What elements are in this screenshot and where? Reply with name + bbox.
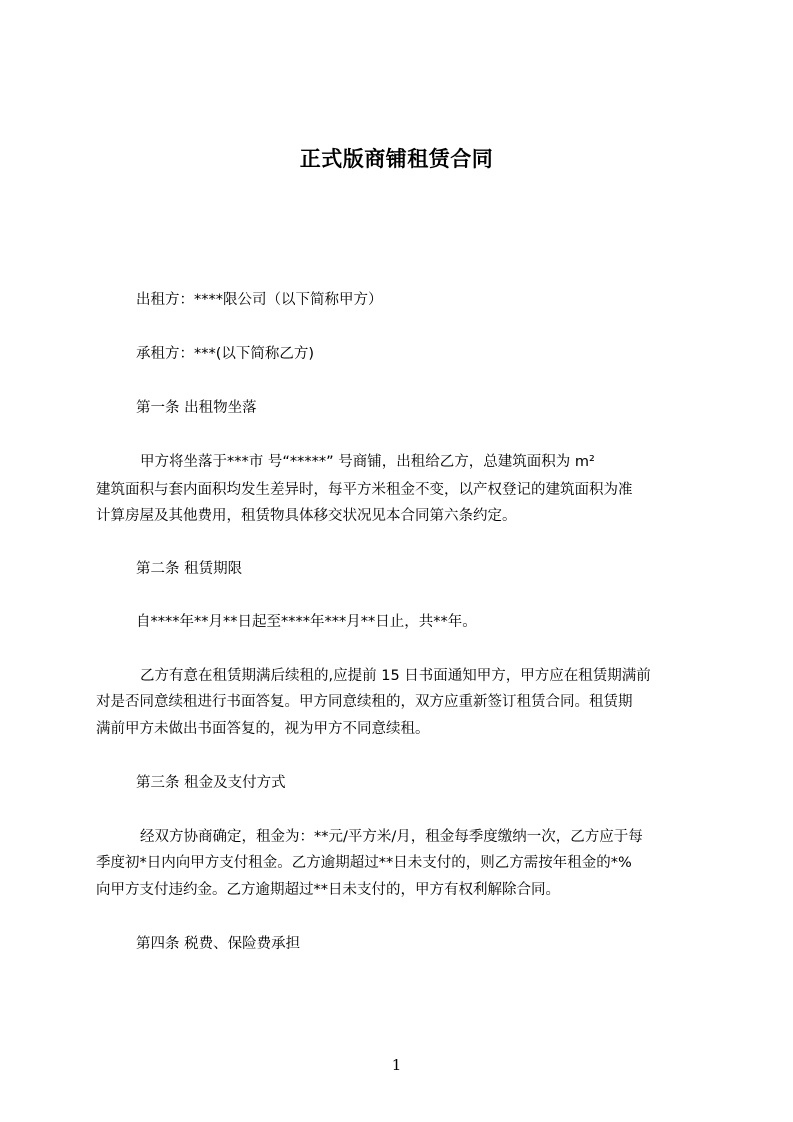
lessee-line: 承租方：***(以下简称乙方) <box>136 346 315 362</box>
renewal-text-line-3: 满前甲方未做出书面答复的，视为甲方不同意续租。 <box>96 721 430 737</box>
article-2-heading: 第二条 租赁期限 <box>136 561 243 577</box>
renewal-text-line-2: 对是否同意续租进行书面答复。甲方同意续租的，双方应重新签订租赁合同。租赁期 <box>96 694 633 710</box>
article-3-text-line-3: 向甲方支付违约金。乙方逾期超过**日未支付的，甲方有权利解除合同。 <box>96 882 560 898</box>
article-1-heading: 第一条 出租物坐落 <box>136 400 257 416</box>
article-3-text-line-2: 季度初*日内向甲方支付租金。乙方逾期超过**日未支付的，则乙方需按年租金的*% <box>96 855 632 871</box>
article-1-text-line-1: 甲方将坐落于***市 号“*****” 号商铺，出租给乙方，总建筑面积为 m² <box>140 454 595 470</box>
lessor-line: 出租方：****限公司（以下简称甲方） <box>136 292 383 308</box>
article-3-text-line-1: 经双方协商确定，租金为：**元/平方米/月，租金每季度缴纳一次，乙方应于每 <box>140 829 643 845</box>
article-1-text-line-2: 建筑面积与套内面积均发生差异时，每平方米租金不变，以产权登记的建筑面积为准 <box>96 482 633 498</box>
article-3-heading: 第三条 租金及支付方式 <box>136 775 286 791</box>
article-4-heading: 第四条 税费、保险费承担 <box>136 936 301 952</box>
article-1-text-line-3: 计算房屋及其他费用，租赁物具体移交状况见本合同第六条约定。 <box>96 508 517 524</box>
article-2-text-line-1: 自****年**月**日起至****年***月**日止，共**年。 <box>136 614 477 630</box>
page-number: 1 <box>391 1056 402 1074</box>
renewal-text-line-1: 乙方有意在租赁期满后续租的,应提前 15 日书面通知甲方，甲方应在租赁期满前 <box>140 668 651 684</box>
document-title: 正式版商铺租赁合同 <box>299 147 494 171</box>
